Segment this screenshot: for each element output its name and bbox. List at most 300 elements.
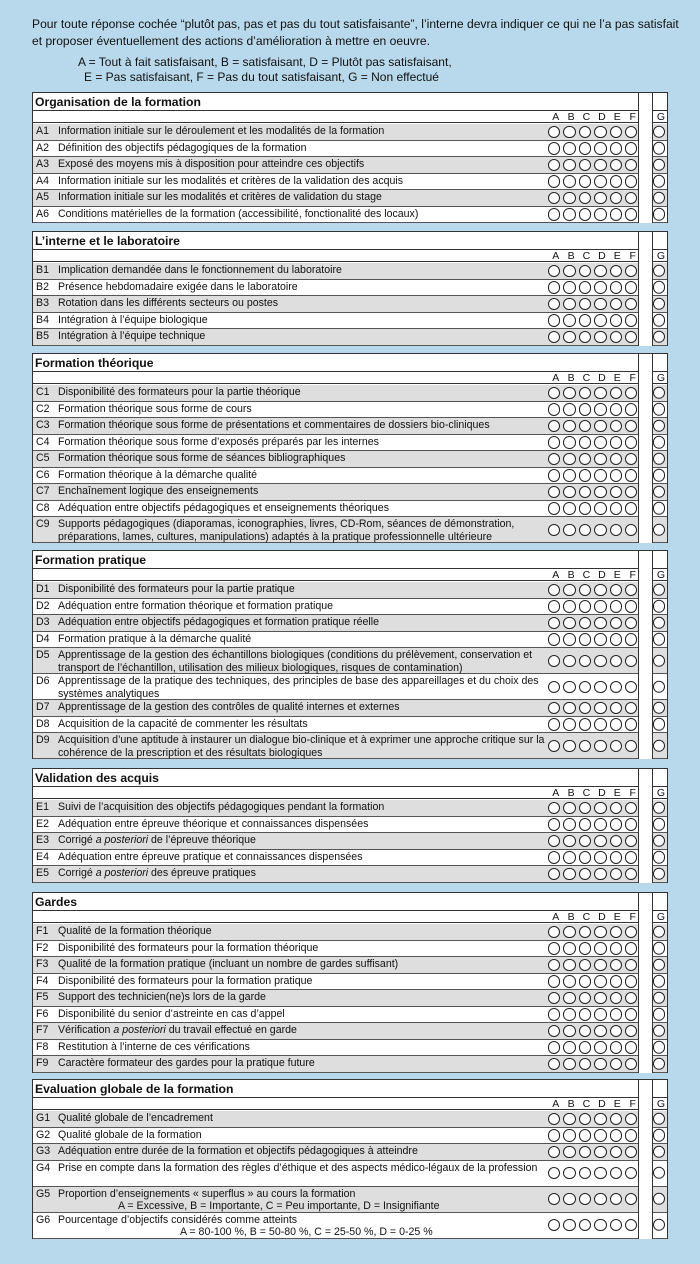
radio-f3-c[interactable] [579, 959, 591, 971]
radio-e4-f[interactable] [625, 851, 637, 863]
radio-g3-g[interactable] [653, 1146, 665, 1158]
radio-f7-e[interactable] [610, 1025, 622, 1037]
radio-d1-f[interactable] [625, 584, 637, 596]
radio-e1-f[interactable] [625, 802, 637, 814]
radio-c1-e[interactable] [610, 387, 622, 399]
radio-a3-e[interactable] [610, 159, 622, 171]
radio-g2-g[interactable] [653, 1129, 665, 1141]
radio-c1-f[interactable] [625, 387, 637, 399]
radio-a3-f[interactable] [625, 159, 637, 171]
radio-g6-d[interactable] [594, 1219, 606, 1231]
radio-f5-a[interactable] [548, 992, 560, 1004]
radio-d4-g[interactable] [653, 633, 665, 645]
radio-c2-g[interactable] [653, 403, 665, 415]
radio-g5-d[interactable] [594, 1193, 606, 1205]
radio-g6-f[interactable] [625, 1219, 637, 1231]
radio-b1-a[interactable] [548, 265, 560, 277]
radio-b3-c[interactable] [579, 298, 591, 310]
radio-c5-c[interactable] [579, 453, 591, 465]
radio-c7-d[interactable] [594, 486, 606, 498]
radio-f7-b[interactable] [563, 1025, 575, 1037]
radio-f7-f[interactable] [625, 1025, 637, 1037]
radio-d5-c[interactable] [579, 655, 591, 667]
radio-a6-g[interactable] [653, 208, 665, 220]
radio-d7-c[interactable] [579, 702, 591, 714]
radio-d6-g[interactable] [653, 680, 665, 692]
radio-c6-d[interactable] [594, 469, 606, 481]
radio-g6-g[interactable] [653, 1219, 665, 1231]
radio-b2-e[interactable] [610, 281, 622, 293]
radio-a2-f[interactable] [625, 142, 637, 154]
radio-f9-e[interactable] [610, 1058, 622, 1070]
radio-d4-e[interactable] [610, 633, 622, 645]
radio-c3-a[interactable] [548, 420, 560, 432]
radio-c6-e[interactable] [610, 469, 622, 481]
radio-a1-d[interactable] [594, 126, 606, 138]
radio-c9-g[interactable] [653, 523, 665, 535]
radio-c8-g[interactable] [653, 502, 665, 514]
radio-c3-e[interactable] [610, 420, 622, 432]
radio-e5-b[interactable] [563, 868, 575, 880]
radio-g3-f[interactable] [625, 1146, 637, 1158]
radio-g6-c[interactable] [579, 1219, 591, 1231]
radio-f4-a[interactable] [548, 975, 560, 987]
radio-e5-c[interactable] [579, 868, 591, 880]
radio-c1-d[interactable] [594, 387, 606, 399]
radio-c6-a[interactable] [548, 469, 560, 481]
radio-f3-d[interactable] [594, 959, 606, 971]
radio-b5-e[interactable] [610, 331, 622, 343]
radio-c8-e[interactable] [610, 502, 622, 514]
radio-d9-c[interactable] [579, 740, 591, 752]
radio-e4-g[interactable] [653, 851, 665, 863]
radio-e4-c[interactable] [579, 851, 591, 863]
radio-d6-f[interactable] [625, 681, 637, 693]
radio-f6-d[interactable] [594, 1008, 606, 1020]
radio-f5-c[interactable] [579, 992, 591, 1004]
radio-d1-a[interactable] [548, 584, 560, 596]
radio-d3-c[interactable] [579, 617, 591, 629]
radio-f3-g[interactable] [653, 959, 665, 971]
radio-f6-a[interactable] [548, 1008, 560, 1020]
radio-g4-a[interactable] [548, 1167, 560, 1179]
radio-d1-e[interactable] [610, 584, 622, 596]
radio-d7-d[interactable] [594, 702, 606, 714]
radio-g3-b[interactable] [563, 1146, 575, 1158]
radio-d4-d[interactable] [594, 633, 606, 645]
radio-a5-b[interactable] [563, 192, 575, 204]
radio-f2-g[interactable] [653, 942, 665, 954]
radio-g2-f[interactable] [625, 1129, 637, 1141]
radio-e5-g[interactable] [653, 868, 665, 880]
radio-c5-d[interactable] [594, 453, 606, 465]
radio-d6-b[interactable] [563, 681, 575, 693]
radio-f2-a[interactable] [548, 942, 560, 954]
radio-a5-g[interactable] [653, 192, 665, 204]
radio-d4-b[interactable] [563, 633, 575, 645]
radio-c6-b[interactable] [563, 469, 575, 481]
radio-c9-a[interactable] [548, 524, 560, 536]
radio-e5-a[interactable] [548, 868, 560, 880]
radio-c5-a[interactable] [548, 453, 560, 465]
radio-f7-g[interactable] [653, 1025, 665, 1037]
radio-g1-b[interactable] [563, 1113, 575, 1125]
radio-a4-c[interactable] [579, 175, 591, 187]
radio-e4-d[interactable] [594, 851, 606, 863]
radio-d5-a[interactable] [548, 655, 560, 667]
radio-f8-f[interactable] [625, 1041, 637, 1053]
radio-a5-f[interactable] [625, 192, 637, 204]
radio-c9-e[interactable] [610, 524, 622, 536]
radio-a6-b[interactable] [563, 208, 575, 220]
radio-e1-b[interactable] [563, 802, 575, 814]
radio-c1-b[interactable] [563, 387, 575, 399]
radio-b2-f[interactable] [625, 281, 637, 293]
radio-f2-f[interactable] [625, 942, 637, 954]
radio-f9-f[interactable] [625, 1058, 637, 1070]
radio-a6-f[interactable] [625, 208, 637, 220]
radio-c2-a[interactable] [548, 403, 560, 415]
radio-c4-f[interactable] [625, 436, 637, 448]
radio-a2-d[interactable] [594, 142, 606, 154]
radio-c2-e[interactable] [610, 403, 622, 415]
radio-f6-e[interactable] [610, 1008, 622, 1020]
radio-a4-d[interactable] [594, 175, 606, 187]
radio-c3-f[interactable] [625, 420, 637, 432]
radio-b4-b[interactable] [563, 314, 575, 326]
radio-f3-e[interactable] [610, 959, 622, 971]
radio-a5-c[interactable] [579, 192, 591, 204]
radio-c4-a[interactable] [548, 436, 560, 448]
radio-b2-g[interactable] [653, 281, 665, 293]
radio-g1-c[interactable] [579, 1113, 591, 1125]
radio-d2-f[interactable] [625, 600, 637, 612]
radio-b3-e[interactable] [610, 298, 622, 310]
radio-a3-c[interactable] [579, 159, 591, 171]
radio-a1-a[interactable] [548, 126, 560, 138]
radio-f7-a[interactable] [548, 1025, 560, 1037]
radio-b4-g[interactable] [653, 314, 665, 326]
radio-d5-f[interactable] [625, 655, 637, 667]
radio-f9-c[interactable] [579, 1058, 591, 1070]
radio-g5-g[interactable] [653, 1193, 665, 1205]
radio-a1-b[interactable] [563, 126, 575, 138]
radio-a4-g[interactable] [653, 175, 665, 187]
radio-c9-d[interactable] [594, 524, 606, 536]
radio-d8-a[interactable] [548, 718, 560, 730]
radio-a2-b[interactable] [563, 142, 575, 154]
radio-e2-g[interactable] [653, 818, 665, 830]
radio-a1-g[interactable] [653, 126, 665, 138]
radio-e1-d[interactable] [594, 802, 606, 814]
radio-b5-c[interactable] [579, 331, 591, 343]
radio-e2-d[interactable] [594, 818, 606, 830]
radio-c5-g[interactable] [653, 453, 665, 465]
radio-f5-e[interactable] [610, 992, 622, 1004]
radio-c3-c[interactable] [579, 420, 591, 432]
radio-c4-c[interactable] [579, 436, 591, 448]
radio-f2-b[interactable] [563, 942, 575, 954]
radio-a5-d[interactable] [594, 192, 606, 204]
radio-f1-g[interactable] [653, 926, 665, 938]
radio-f1-b[interactable] [563, 926, 575, 938]
radio-f1-c[interactable] [579, 926, 591, 938]
radio-a1-e[interactable] [610, 126, 622, 138]
radio-c3-g[interactable] [653, 420, 665, 432]
radio-f3-a[interactable] [548, 959, 560, 971]
radio-a4-f[interactable] [625, 175, 637, 187]
radio-f5-d[interactable] [594, 992, 606, 1004]
radio-d9-f[interactable] [625, 740, 637, 752]
radio-g1-d[interactable] [594, 1113, 606, 1125]
radio-b1-f[interactable] [625, 265, 637, 277]
radio-b2-b[interactable] [563, 281, 575, 293]
radio-d2-g[interactable] [653, 600, 665, 612]
radio-c5-e[interactable] [610, 453, 622, 465]
radio-g4-b[interactable] [563, 1167, 575, 1179]
radio-g5-c[interactable] [579, 1193, 591, 1205]
radio-a3-g[interactable] [653, 159, 665, 171]
radio-g3-c[interactable] [579, 1146, 591, 1158]
radio-c3-b[interactable] [563, 420, 575, 432]
radio-d9-b[interactable] [563, 740, 575, 752]
radio-c2-f[interactable] [625, 403, 637, 415]
radio-e3-e[interactable] [610, 835, 622, 847]
radio-c8-b[interactable] [563, 502, 575, 514]
radio-d4-c[interactable] [579, 633, 591, 645]
radio-c5-b[interactable] [563, 453, 575, 465]
radio-e2-c[interactable] [579, 818, 591, 830]
radio-g6-b[interactable] [563, 1219, 575, 1231]
radio-d8-d[interactable] [594, 718, 606, 730]
radio-b1-b[interactable] [563, 265, 575, 277]
radio-a2-g[interactable] [653, 142, 665, 154]
radio-c7-g[interactable] [653, 486, 665, 498]
radio-d2-a[interactable] [548, 600, 560, 612]
radio-d5-b[interactable] [563, 655, 575, 667]
radio-b4-f[interactable] [625, 314, 637, 326]
radio-f3-b[interactable] [563, 959, 575, 971]
radio-a6-c[interactable] [579, 208, 591, 220]
radio-f5-g[interactable] [653, 992, 665, 1004]
radio-b2-c[interactable] [579, 281, 591, 293]
radio-c4-b[interactable] [563, 436, 575, 448]
radio-e4-a[interactable] [548, 851, 560, 863]
radio-c7-a[interactable] [548, 486, 560, 498]
radio-g2-a[interactable] [548, 1129, 560, 1141]
radio-d1-d[interactable] [594, 584, 606, 596]
radio-d8-b[interactable] [563, 718, 575, 730]
radio-e3-g[interactable] [653, 835, 665, 847]
radio-e1-e[interactable] [610, 802, 622, 814]
radio-e3-c[interactable] [579, 835, 591, 847]
radio-g5-a[interactable] [548, 1193, 560, 1205]
radio-g1-e[interactable] [610, 1113, 622, 1125]
radio-a5-e[interactable] [610, 192, 622, 204]
radio-d8-g[interactable] [653, 718, 665, 730]
radio-c6-g[interactable] [653, 469, 665, 481]
radio-d6-d[interactable] [594, 681, 606, 693]
radio-c9-c[interactable] [579, 524, 591, 536]
radio-g4-e[interactable] [610, 1167, 622, 1179]
radio-e2-e[interactable] [610, 818, 622, 830]
radio-f4-c[interactable] [579, 975, 591, 987]
radio-e2-a[interactable] [548, 818, 560, 830]
radio-g2-b[interactable] [563, 1129, 575, 1141]
radio-d8-e[interactable] [610, 718, 622, 730]
radio-d8-c[interactable] [579, 718, 591, 730]
radio-e1-a[interactable] [548, 802, 560, 814]
radio-a2-a[interactable] [548, 142, 560, 154]
radio-g1-g[interactable] [653, 1113, 665, 1125]
radio-f7-c[interactable] [579, 1025, 591, 1037]
radio-d8-f[interactable] [625, 718, 637, 730]
radio-f9-b[interactable] [563, 1058, 575, 1070]
radio-b1-e[interactable] [610, 265, 622, 277]
radio-e3-b[interactable] [563, 835, 575, 847]
radio-b3-g[interactable] [653, 298, 665, 310]
radio-a2-c[interactable] [579, 142, 591, 154]
radio-c5-f[interactable] [625, 453, 637, 465]
radio-e3-d[interactable] [594, 835, 606, 847]
radio-d7-a[interactable] [548, 702, 560, 714]
radio-f9-a[interactable] [548, 1058, 560, 1070]
radio-f8-c[interactable] [579, 1041, 591, 1053]
radio-a6-a[interactable] [548, 208, 560, 220]
radio-d3-f[interactable] [625, 617, 637, 629]
radio-f9-g[interactable] [653, 1058, 665, 1070]
radio-d9-d[interactable] [594, 740, 606, 752]
radio-b1-c[interactable] [579, 265, 591, 277]
radio-a4-a[interactable] [548, 175, 560, 187]
radio-c9-b[interactable] [563, 524, 575, 536]
radio-e5-e[interactable] [610, 868, 622, 880]
radio-f8-e[interactable] [610, 1041, 622, 1053]
radio-c3-d[interactable] [594, 420, 606, 432]
radio-f1-a[interactable] [548, 926, 560, 938]
radio-b5-f[interactable] [625, 331, 637, 343]
radio-c1-c[interactable] [579, 387, 591, 399]
radio-d6-e[interactable] [610, 681, 622, 693]
radio-b2-a[interactable] [548, 281, 560, 293]
radio-b5-a[interactable] [548, 331, 560, 343]
radio-e3-a[interactable] [548, 835, 560, 847]
radio-b4-e[interactable] [610, 314, 622, 326]
radio-g2-c[interactable] [579, 1129, 591, 1141]
radio-g4-g[interactable] [653, 1167, 665, 1179]
radio-d2-b[interactable] [563, 600, 575, 612]
radio-d7-g[interactable] [653, 702, 665, 714]
radio-b5-g[interactable] [653, 331, 665, 343]
radio-f8-d[interactable] [594, 1041, 606, 1053]
radio-a4-e[interactable] [610, 175, 622, 187]
radio-d3-g[interactable] [653, 617, 665, 629]
radio-g6-e[interactable] [610, 1219, 622, 1231]
radio-a3-b[interactable] [563, 159, 575, 171]
radio-b5-b[interactable] [563, 331, 575, 343]
radio-c7-c[interactable] [579, 486, 591, 498]
radio-e2-f[interactable] [625, 818, 637, 830]
radio-g3-d[interactable] [594, 1146, 606, 1158]
radio-e5-f[interactable] [625, 868, 637, 880]
radio-f8-a[interactable] [548, 1041, 560, 1053]
radio-d5-d[interactable] [594, 655, 606, 667]
radio-f1-d[interactable] [594, 926, 606, 938]
radio-c4-e[interactable] [610, 436, 622, 448]
radio-c1-a[interactable] [548, 387, 560, 399]
radio-f2-e[interactable] [610, 942, 622, 954]
radio-c4-d[interactable] [594, 436, 606, 448]
radio-d7-e[interactable] [610, 702, 622, 714]
radio-b1-d[interactable] [594, 265, 606, 277]
radio-b4-a[interactable] [548, 314, 560, 326]
radio-d9-a[interactable] [548, 740, 560, 752]
radio-a1-c[interactable] [579, 126, 591, 138]
radio-a4-b[interactable] [563, 175, 575, 187]
radio-g1-a[interactable] [548, 1113, 560, 1125]
radio-f6-g[interactable] [653, 1008, 665, 1020]
radio-f5-b[interactable] [563, 992, 575, 1004]
radio-c9-f[interactable] [625, 524, 637, 536]
radio-d5-g[interactable] [653, 654, 665, 666]
radio-g4-d[interactable] [594, 1167, 606, 1179]
radio-f1-f[interactable] [625, 926, 637, 938]
radio-f4-e[interactable] [610, 975, 622, 987]
radio-d9-e[interactable] [610, 740, 622, 752]
radio-f1-e[interactable] [610, 926, 622, 938]
radio-d7-f[interactable] [625, 702, 637, 714]
radio-d5-e[interactable] [610, 655, 622, 667]
radio-g5-e[interactable] [610, 1193, 622, 1205]
radio-b3-f[interactable] [625, 298, 637, 310]
radio-f2-c[interactable] [579, 942, 591, 954]
radio-a6-d[interactable] [594, 208, 606, 220]
radio-d4-f[interactable] [625, 633, 637, 645]
radio-d1-g[interactable] [653, 584, 665, 596]
radio-d2-c[interactable] [579, 600, 591, 612]
radio-c1-g[interactable] [653, 387, 665, 399]
radio-b4-c[interactable] [579, 314, 591, 326]
radio-f5-f[interactable] [625, 992, 637, 1004]
radio-b3-d[interactable] [594, 298, 606, 310]
radio-f7-d[interactable] [594, 1025, 606, 1037]
radio-b1-g[interactable] [653, 265, 665, 277]
radio-g3-e[interactable] [610, 1146, 622, 1158]
radio-a5-a[interactable] [548, 192, 560, 204]
radio-d7-b[interactable] [563, 702, 575, 714]
radio-a3-a[interactable] [548, 159, 560, 171]
radio-d9-g[interactable] [653, 739, 665, 751]
radio-e1-g[interactable] [653, 802, 665, 814]
radio-e4-e[interactable] [610, 851, 622, 863]
radio-d1-b[interactable] [563, 584, 575, 596]
radio-f4-g[interactable] [653, 975, 665, 987]
radio-c7-e[interactable] [610, 486, 622, 498]
radio-d3-a[interactable] [548, 617, 560, 629]
radio-f4-b[interactable] [563, 975, 575, 987]
radio-d3-d[interactable] [594, 617, 606, 629]
radio-e2-b[interactable] [563, 818, 575, 830]
radio-c6-f[interactable] [625, 469, 637, 481]
radio-g2-d[interactable] [594, 1129, 606, 1141]
radio-g1-f[interactable] [625, 1113, 637, 1125]
radio-c6-c[interactable] [579, 469, 591, 481]
radio-g4-f[interactable] [625, 1167, 637, 1179]
radio-d3-b[interactable] [563, 617, 575, 629]
radio-b3-b[interactable] [563, 298, 575, 310]
radio-b2-d[interactable] [594, 281, 606, 293]
radio-a6-e[interactable] [610, 208, 622, 220]
